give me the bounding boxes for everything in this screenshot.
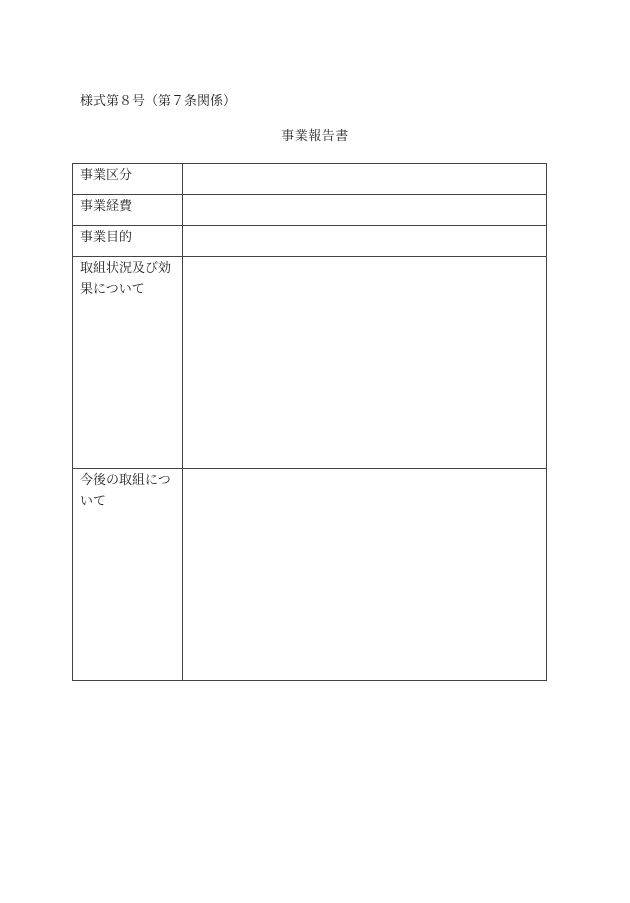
table-row-status	[73, 257, 547, 469]
label-cost: 事業経費	[73, 195, 183, 226]
form-number: 様式第８号（第７条関係）	[80, 94, 237, 109]
label-category: 事業区分	[73, 164, 183, 195]
label-future: 今後の取組について	[73, 469, 183, 681]
value-purpose[interactable]	[183, 226, 547, 257]
table-row-purpose	[73, 226, 547, 257]
value-future[interactable]	[183, 469, 547, 681]
table-row-cost	[73, 195, 547, 226]
value-cost[interactable]	[183, 195, 547, 226]
label-purpose: 事業目的	[73, 226, 183, 257]
label-status: 取組状況及び効果について	[73, 257, 183, 469]
value-status[interactable]	[183, 257, 547, 469]
document-title: 事業報告書	[281, 129, 349, 144]
report-table	[72, 163, 547, 681]
table-row-category	[73, 164, 547, 195]
value-category[interactable]	[183, 164, 547, 195]
table-row-future	[73, 469, 547, 681]
